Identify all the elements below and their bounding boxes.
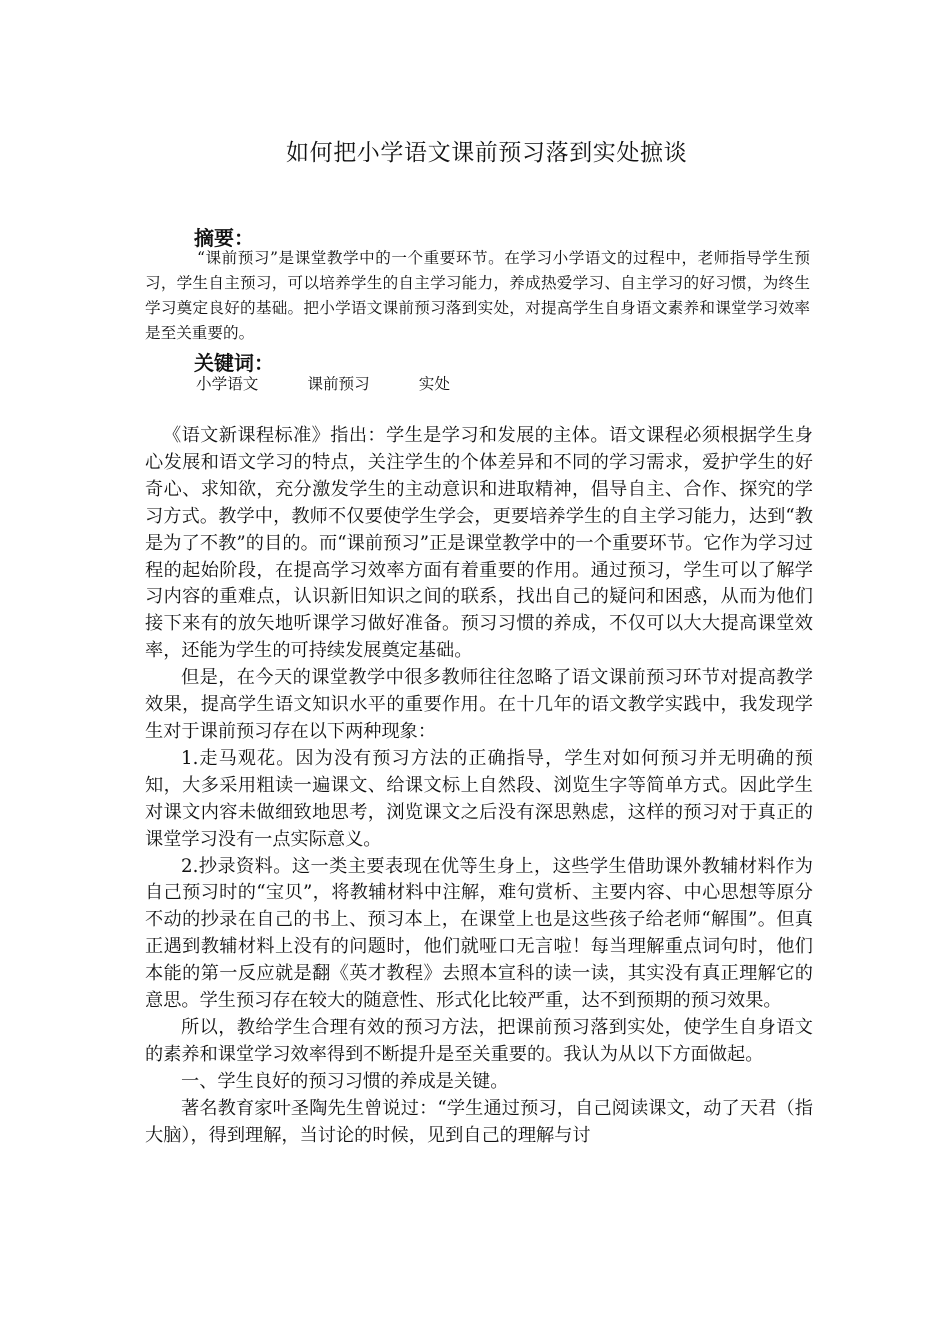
abstract-heading: 摘要：	[194, 226, 254, 250]
body-paragraph: 1.走马观花。因为没有预习方法的正确指导，学生对如何预习并无明确的预知，大多采用粗读一遍课文、给课文标上自然段、浏览生字等简单方式。因此学生对课文内容未做细致地思考，浏览课文之后没有深思熟虑，这样的预习对于真正的课堂学习没有一点实际意义。	[145, 747, 813, 850]
body-paragraph: 但是，在今天的课堂教学中很多教师往往忽略了语文课前预习环节对提高教学效果，提高学生语文知识水平的重要作用。在十几年的语文教学实践中，我发现学生对于课前预习存在以下两种现象：	[145, 667, 813, 742]
body-paragraph: 著名教育家叶圣陶先生曾说过：“学生通过预习，自己阅读课文，动了天君（指大脑），得到理解，当讨论的时候，见到自己的理解与讨	[145, 1097, 813, 1146]
body-text	[145, 423, 813, 1149]
body-paragraph: 所以，教给学生合理有效的预习方法，把课前预习落到实处，使学生自身语文的素养和课堂学习效率得到不断提升是至关重要的。我认为从以下方面做起。	[145, 1016, 813, 1065]
keywords-heading: 关键词：	[194, 351, 274, 375]
body-paragraph: 《语文新课程标准》指出：学生是学习和发展的主体。语文课程必须根据学生身心发展和语文学习的特点，关注学生的个体差异和不同的学习需求，爱护学生的好奇心、求知欲，充分激发学生的主动意识和进取精神，倡导自主、合作、探究的学习方式。教学中，教师不仅要使学生学会，更要培养学生的自主学习能力，达到“教是为了不教”的目的。而“课前预习”正是课堂教学中的一个重要环节。它作为学习过程的起始阶段，在提高学习效率方面有着重要的作用。通过预习，学生可以了解学习内容的重难点，认识新旧知识之间的联系，找出自己的疑问和困惑，从而为他们接下来有的放矢地听课学习做好准备。预习习惯的养成，不仅可以大大提高课堂效率，还能为学生的可持续发展奠定基础。	[145, 425, 813, 662]
keyword-item: 小学语文	[196, 375, 259, 393]
keyword-item: 课前预习	[307, 375, 370, 393]
section-heading: 一、学生良好的预习习惯的养成是关键。	[181, 1070, 509, 1092]
keyword-item: 实处	[418, 375, 450, 393]
body-paragraph: 2.抄录资料。这一类主要表现在优等生身上，这些学生借助课外教辅材料作为自己预习时的“宝贝”，将教辅材料中注解，难句赏析、主要内容、中心思想等原分不动的抄录在自己的书上、预习本上，在课堂上也是这些孩子给老师“解围”。但真正遇到教辅材料上没有的问题时，他们就哑口无言啦！每当理解重点词句时，他们本能的第一反应就是翻《英才教程》去照本宣科的读一读，其实没有真正理解它的意思。学生预习存在较大的随意性、形式化比较严重，达不到预期的预习效果。	[145, 855, 813, 1012]
abstract-text: “课前预习”是课堂教学中的一个重要环节。在学习小学语文的过程中，老师指导学生预习，学生自主预习，可以培养学生的自主学习能力，养成热爱学习、自主学习的好习惯，为终生学习奠定良好的基础。把小学语文课前预习落到实处，对提高学生自身语文素养和课堂学习效率是至关重要的。	[145, 249, 810, 342]
abstract-section	[145, 246, 810, 346]
document-title: 如何把小学语文课前预习落到实处摭谈	[286, 140, 688, 166]
keywords-list	[196, 372, 494, 394]
